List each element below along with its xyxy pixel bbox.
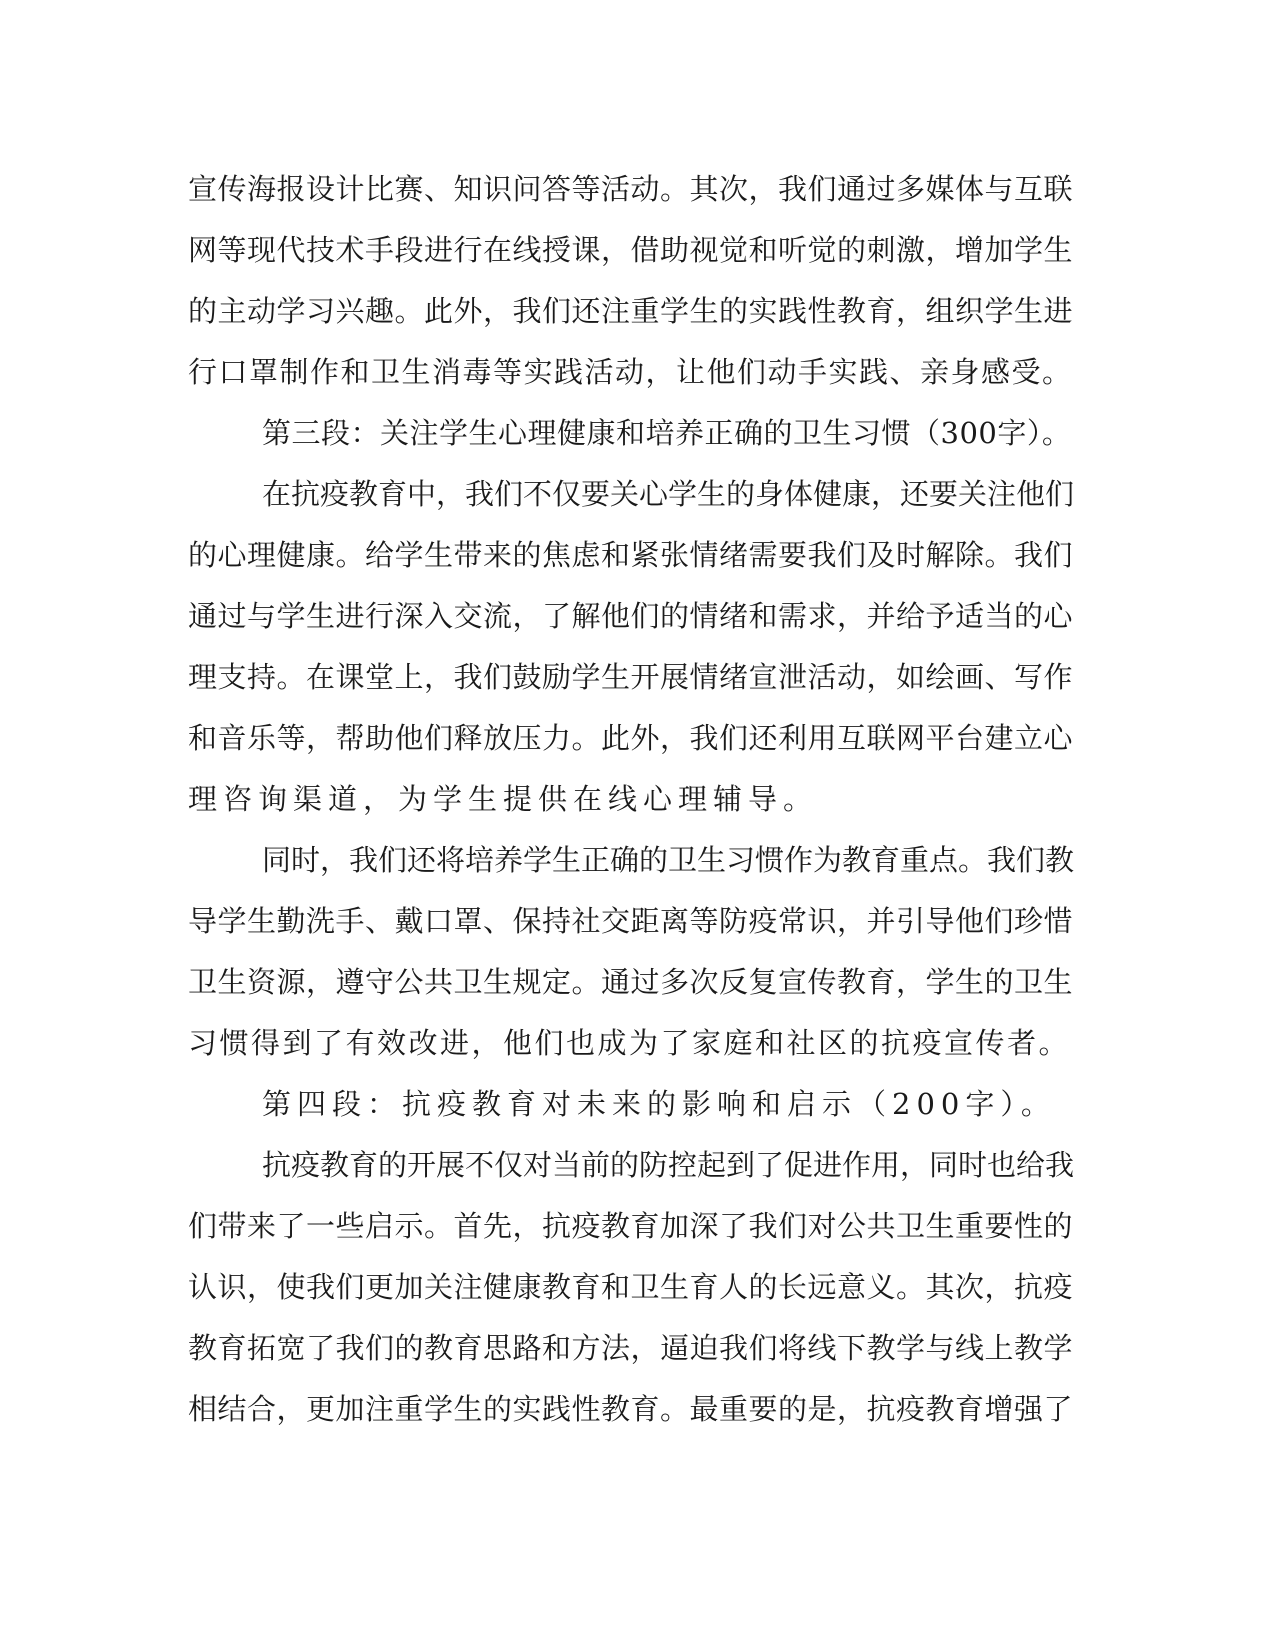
text-line: 和音乐等，帮助他们释放压力。此外，我们还利用互联网平台建立心: [188, 721, 1074, 755]
text-line: 行口罩制作和卫生消毒等实践活动，让他们动手实践、亲身感受。: [188, 355, 1073, 389]
text-line: 教育拓宽了我们的教育思路和方法，逼迫我们将线下教学与线上教学: [188, 1331, 1074, 1365]
section-heading-3: 第三段：关注学生心理健康和培养正确的卫生习惯（300字）。: [262, 416, 1072, 450]
text-line: 的心理健康。给学生带来的焦虑和紧张情绪需要我们及时解除。我们: [188, 538, 1074, 572]
text-line: 们带来了一些启示。首先，抗疫教育加深了我们对公共卫生重要性的: [188, 1209, 1074, 1243]
text-line: 网等现代技术手段进行在线授课，借助视觉和听觉的刺激，增加学生: [188, 233, 1074, 267]
text-line: 的主动学习兴趣。此外，我们还注重学生的实践性教育，组织学生进: [188, 294, 1074, 328]
text-line: 相结合，更加注重学生的实践性教育。最重要的是，抗疫教育增强了: [188, 1392, 1074, 1426]
text-line: 在抗疫教育中，我们不仅要关心学生的身体健康，还要关注他们: [262, 477, 1075, 511]
text-line: 通过与学生进行深入交流，了解他们的情绪和需求，并给予适当的心: [188, 599, 1074, 633]
text-line: 宣传海报设计比赛、知识问答等活动。其次，我们通过多媒体与互联: [188, 172, 1074, 206]
text-line: 习惯得到了有效改进，他们也成为了家庭和社区的抗疫宣传者。: [188, 1026, 1071, 1060]
text-line: 理支持。在课堂上，我们鼓励学生开展情绪宣泄活动，如绘画、写作: [188, 660, 1074, 694]
text-line: 认识，使我们更加关注健康教育和卫生育人的长远意义。其次，抗疫: [188, 1270, 1074, 1304]
text-line: 卫生资源，遵守公共卫生规定。通过多次反复宣传教育，学生的卫生: [188, 965, 1074, 999]
text-line: 导学生勤洗手、戴口罩、保持社交距离等防疫常识，并引导他们珍惜: [188, 904, 1074, 938]
document-body: [188, 159, 1078, 1440]
text-line: 理咨询渠道，为学生提供在线心理辅导。: [188, 782, 819, 816]
text-line: 抗疫教育的开展不仅对当前的防控起到了促进作用，同时也给我: [262, 1148, 1075, 1182]
text-line: 同时，我们还将培养学生正确的卫生习惯作为教育重点。我们教: [262, 843, 1075, 877]
section-heading-4: 第四段：抗疫教育对未来的影响和启示（200字）。: [262, 1087, 1056, 1121]
